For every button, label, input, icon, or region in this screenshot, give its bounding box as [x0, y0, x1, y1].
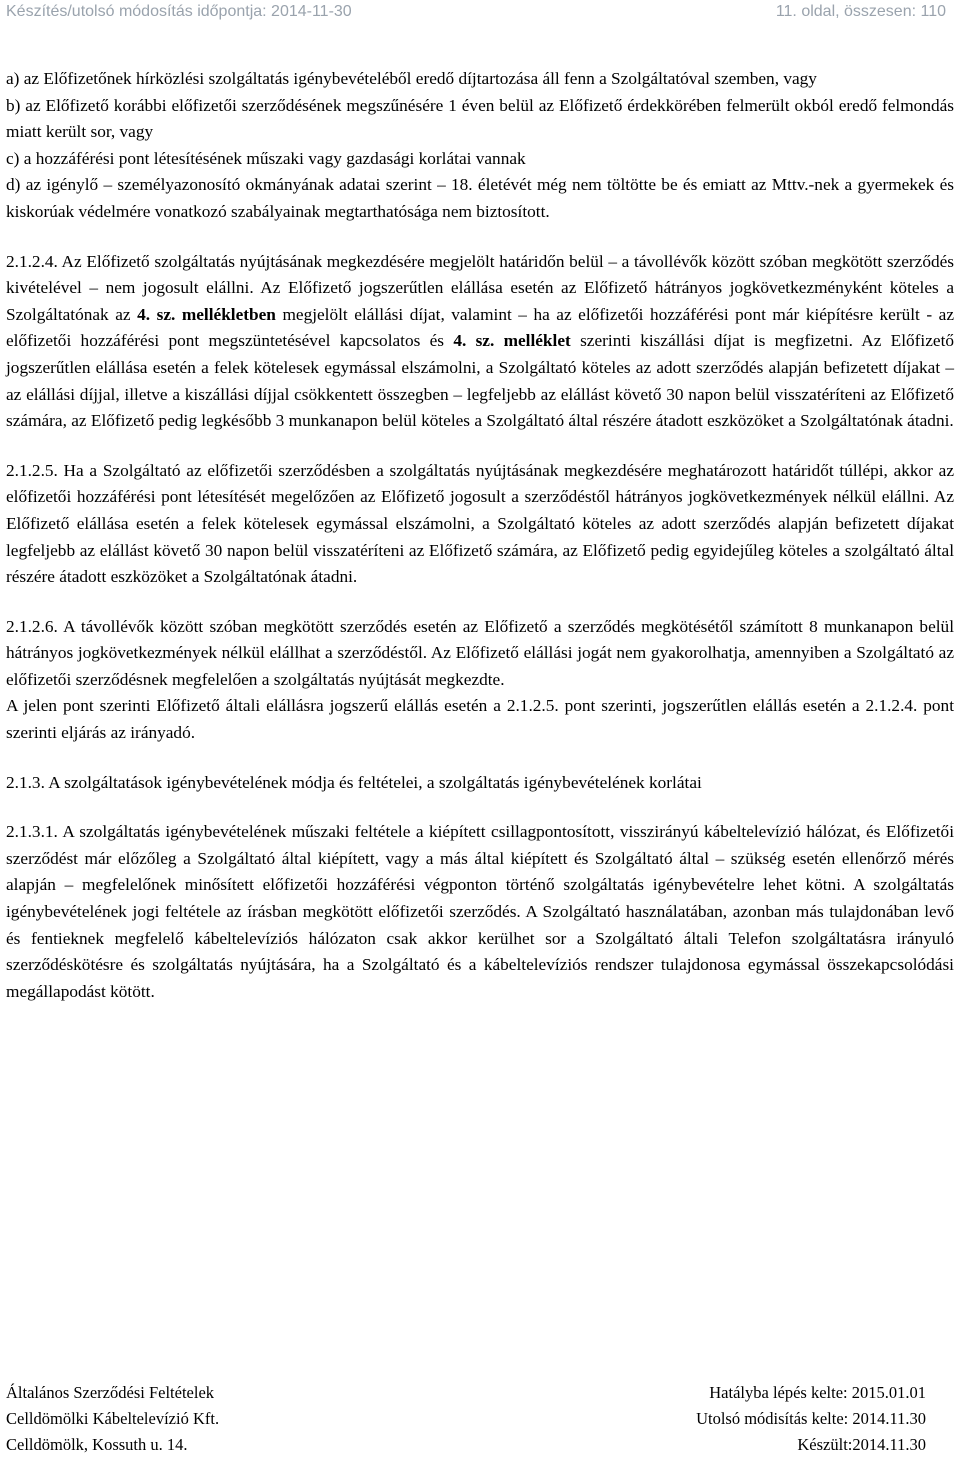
section-2-1-2-4-text-2: megjelölt elállási díjat, valamint – ha az előfizetői hozzáférési pont már kiépítésre került - az előfizetői hozzáférési pont megszüntetésével kapcsolatos és — [6, 304, 954, 351]
section-2-1-3-heading: 2.1.3. A szolgáltatások igénybevételének módja és feltételei, a szolgáltatás igénybevételének korlátai — [6, 772, 702, 792]
list-item-a: a) az Előfizetőnek hírközlési szolgáltatás igénybevételéből eredő díjtartozása áll fenn a Szolgáltatóval szemben, vagy — [6, 69, 817, 88]
modification-date: Készítés/utolsó módosítás időpontja: 2014-11-30 — [6, 3, 352, 20]
footer-doc-title: Általános Szerződési Feltételek — [6, 1383, 215, 1402]
section-2-1-2-4-text-1: 2.1.2.4. Az Előfizető szolgáltatás nyújtásának megkezdésére megjelölt határidőn belül – a távollévők között szóban megkötött szerződés kivételével – nem jogosult elállni. Az Előfizető jogszerűtlen elállása esetén az Előfizető hátrányos jogkövetkezményként köteles a Szolgáltatónak az — [6, 251, 954, 324]
footer-company: Celldömölki Kábeltelevízió Kft. — [6, 1409, 220, 1428]
document-body — [6, 66, 954, 1005]
section-2-1-3-1: 2.1.3.1. A szolgáltatás igénybevételének műszaki feltétele a kiépített csillagpontosított, visszirányú kábeltelevízió hálózat, és Előfizetői szerződést már előzőleg a Szolgáltató által kiépített, vagy a más által kiépített és Szolgáltató által – szükség esetén ellenőrző mérés alapján – megfelelőnek minősített előfizetői hozzáférési végponton történő szolgáltatás igénybevételre lehet kötni. A szolgáltatás igénybevételének jogi feltétele az írásban megkötött előfizetői szerződés. A Szolgáltató használatában, azonban más tulajdonában levő és fentieknek megfelelő kábeltelevíziós hálózaton csak akkor kerülhet sor a Szolgáltató általi Telefon szolgáltatásra irányuló szerződéskötésre és szolgáltatás nyújtására, ha a Szolgáltató és a kábeltelevíziós rendszer tulajdonosa egymással összekapcsolódási megállapodást kötött. — [6, 822, 954, 1001]
footer-effective-date: Hatályba lépés kelte: 2015.01.01 — [709, 1383, 926, 1402]
section-2-1-2-5: 2.1.2.5. Ha a Szolgáltató az előfizetői szerződésben a szolgáltatás nyújtásának megkezdésére meghatározott határidőt túllépi, akkor az előfizetői hozzáférési pont létesítését megelőzően az Előfizető jogosult a szerződéstől hátrányos jogkövetkezmények nélkül elállni. Az Előfizető elállása esetén a felek kötelesek egymással elszámolni, a Szolgáltató köteles az adott szerződés alapján befizetett díjakat legfeljebb az elállást követő 30 napon belül visszatéríteni az Előfizető számára, az Előfizető pedig egyidejűleg köteles a szolgáltató által részére átadott eszközöket a Szolgáltatónak átadni. — [6, 460, 954, 587]
list-item-d: d) az igénylő – személyazonosító okmányának adatai szerint – 18. életévét még nem töltötte be és emiatt az Mttv.-nek a gyermekek és kiskorúak védelmére vonatkozó szabályainak megtarthatósága nem biztosított. — [6, 175, 954, 221]
section-2-1-2-4-text-3: szerinti kiszállási díjat is megfizetni. Az Előfizető jogszerűtlen elállása esetén a felek kötelesek egymással elszámolni, a Szolgáltató köteles az adott szerződés alapján befizetett díjakat – az elállási díjjal, illetve a kiszállási díjjal csökkentett összegben – legfeljebb az elállást követő 30 napon belül visszatéríteni az Előfizető számára, az Előfizető pedig legkésőbb 3 munkanapon belül köteles a Szolgáltató által részére átadott eszközöket a Szolgáltatónak átadni. — [6, 331, 955, 431]
list-item-b: b) az Előfizető korábbi előfizetői szerződésének megszűnésére 1 éven belül az Előfizető érdekkörében felmerült okból eredő felmondás miatt került sor, vagy — [6, 95, 954, 142]
section-2-1-2-6-note: A jelen pont szerinti Előfizető általi elállásra jogszerű elállás esetén a 2.1.2.5. pont szerinti, jogszerűtlen elállás esetén a 2.1.2.4. pont szerinti eljárás az irányadó. — [6, 696, 954, 743]
annex-reference-1: 4. sz. mellékletben — [137, 304, 276, 324]
list-item-c: c) a hozzáférési pont létesítésének műszaki vagy gazdasági korlátai vannak — [6, 148, 526, 168]
footer-last-modified: Utolsó módisítás kelte: 2014.11.30 — [696, 1409, 926, 1428]
footer-created: Készült:2014.11.30 — [797, 1435, 926, 1454]
page-header — [0, 0, 960, 24]
section-2-1-2-4 — [6, 249, 954, 435]
annex-reference-2: 4. sz. melléklet — [453, 331, 571, 351]
page-counter: 11. oldal, összesen: 110 — [775, 3, 946, 20]
page-footer — [6, 1380, 926, 1458]
section-2-1-2-6: 2.1.2.6. A távollévők között szóban megkötött szerződés esetén az Előfizető a szerződés megkötésétől számított 8 munkanapon belül hátrányos jogkövetkezmények nélkül elállhat a szerződéstől. Az Előfizető elállási jogát nem gyakorolhatja, amennyiben a Szolgáltató az előfizetői szerződésnek megfelelően a szolgáltatás nyújtását megkezdte. — [6, 616, 954, 689]
footer-address: Celldömölk, Kossuth u. 14. — [6, 1435, 188, 1454]
